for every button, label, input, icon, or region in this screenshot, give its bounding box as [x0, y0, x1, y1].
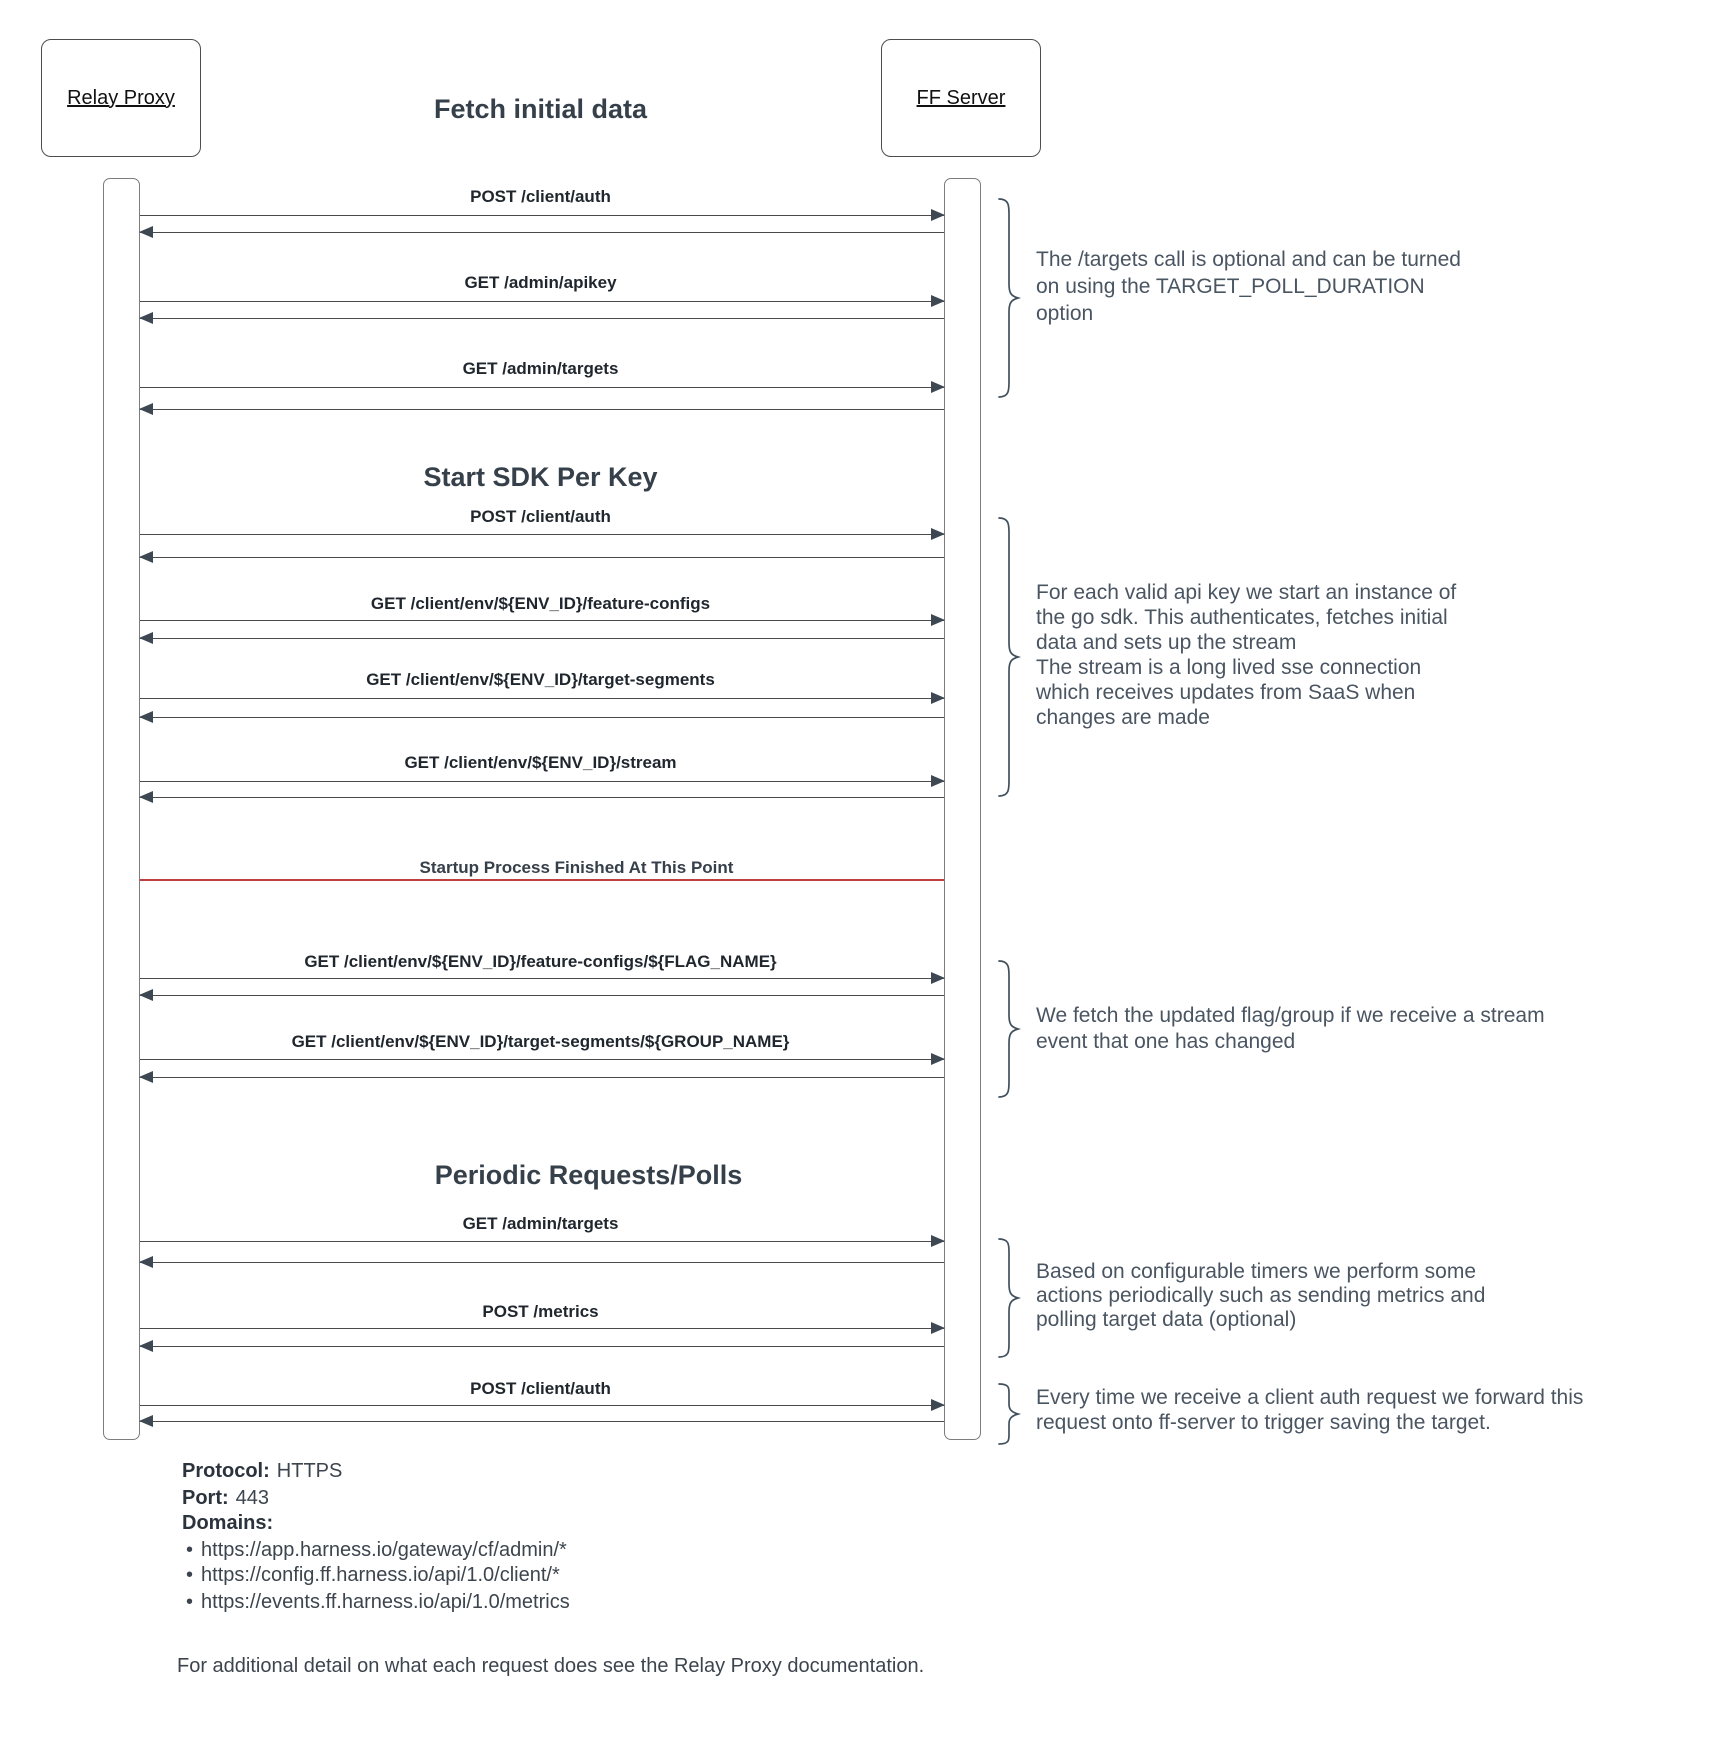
- footer-domain-item: [186, 1564, 560, 1587]
- response-arrow: [140, 995, 944, 996]
- startup-divider-label: Startup Process Finished At This Point: [419, 858, 734, 877]
- request-arrow: [140, 1405, 944, 1406]
- response-arrow: [140, 717, 944, 718]
- annotation-line: changes are made: [1036, 706, 1210, 729]
- response-arrow: [140, 232, 944, 233]
- lifeline-ff-server: [944, 178, 981, 1440]
- response-arrow: [140, 797, 944, 798]
- message-label: GET /client/env/${ENV_ID}/target-segments: [366, 670, 715, 689]
- message-label: POST /client/auth: [470, 187, 611, 206]
- request-arrow: [140, 1241, 944, 1242]
- message-label: GET /admin/apikey: [464, 273, 617, 292]
- response-arrow: [140, 1077, 944, 1078]
- footer-domain-item: [186, 1591, 570, 1614]
- footer-domain-url: https://app.harness.io/gateway/cf/admin/*: [201, 1539, 567, 1561]
- footer-domain-url: https://config.ff.harness.io/api/1.0/client/*: [201, 1564, 560, 1586]
- message-label: GET /client/env/${ENV_ID}/target-segments/${GROUP_NAME}: [291, 1032, 790, 1051]
- bullet-icon: •: [186, 1564, 194, 1586]
- request-arrow: [140, 215, 944, 216]
- message-label: GET /client/env/${ENV_ID}/feature-configs: [370, 594, 711, 613]
- footer-port: [182, 1487, 269, 1510]
- request-arrow: [140, 534, 944, 535]
- annotation-line: The /targets call is optional and can be turned: [1036, 248, 1461, 271]
- footer-port-value: 443: [235, 1487, 270, 1509]
- footer-domain-url: https://events.ff.harness.io/api/1.0/metrics: [201, 1591, 570, 1613]
- footer-port-label: Port:: [182, 1487, 229, 1509]
- diagram-title: Fetch initial data: [433, 94, 648, 124]
- message-label: GET /client/env/${ENV_ID}/feature-configs/${FLAG_NAME}: [304, 952, 777, 971]
- actor-label-relay-proxy: Relay Proxy: [67, 86, 175, 109]
- annotation-line: actions periodically such as sending metrics and: [1036, 1284, 1486, 1307]
- annotation-client-auth-forward: [1036, 1385, 1583, 1435]
- request-arrow: [140, 781, 944, 782]
- annotation-line: on using the TARGET_POLL_DURATION: [1036, 275, 1425, 298]
- annotation-line: request onto ff-server to trigger saving the target.: [1036, 1411, 1491, 1434]
- annotation-sdk-instances: [1036, 580, 1456, 730]
- bullet-icon: •: [186, 1539, 194, 1561]
- footer-protocol: [182, 1460, 342, 1483]
- request-arrow: [140, 301, 944, 302]
- response-arrow: [140, 409, 944, 410]
- response-arrow: [140, 638, 944, 639]
- annotation-line: event that one has changed: [1036, 1030, 1296, 1053]
- footer-domains-heading: [182, 1512, 280, 1535]
- response-arrow: [140, 557, 944, 558]
- message-label: GET /admin/targets: [462, 1214, 619, 1233]
- annotation-line: We fetch the updated flag/group if we receive a stream: [1036, 1004, 1545, 1027]
- curly-brace-icon: [996, 1383, 1022, 1445]
- annotation-line: the go sdk. This authenticates, fetches initial: [1036, 606, 1448, 629]
- annotation-line: polling target data (optional): [1036, 1308, 1297, 1331]
- request-arrow: [140, 387, 944, 388]
- curly-brace-icon: [996, 1238, 1022, 1358]
- annotation-targets-optional: [1036, 246, 1461, 327]
- message-label: GET /client/env/${ENV_ID}/stream: [404, 753, 677, 772]
- annotation-line: Every time we receive a client auth request we forward this: [1036, 1386, 1584, 1409]
- annotation-line: The stream is a long lived sse connection: [1036, 656, 1422, 679]
- annotation-line: option: [1036, 302, 1094, 325]
- curly-brace-icon: [996, 198, 1022, 398]
- annotation-stream-event-fetch: [1036, 1003, 1545, 1055]
- response-arrow: [140, 1262, 944, 1263]
- request-arrow: [140, 698, 944, 699]
- annotation-periodic-timers: [1036, 1260, 1485, 1332]
- curly-brace-icon: [996, 517, 1022, 797]
- response-arrow: [140, 1346, 944, 1347]
- footer-protocol-value: HTTPS: [276, 1460, 343, 1482]
- footer-protocol-label: Protocol:: [182, 1460, 270, 1482]
- actor-label-ff-server: FF Server: [916, 86, 1006, 109]
- message-label: POST /metrics: [482, 1302, 599, 1321]
- annotation-line: data and sets up the stream: [1036, 631, 1297, 654]
- response-arrow: [140, 318, 944, 319]
- response-arrow: [140, 1421, 944, 1422]
- annotation-line: Based on configurable timers we perform some: [1036, 1260, 1477, 1283]
- bullet-icon: •: [186, 1591, 194, 1613]
- message-label: POST /client/auth: [470, 507, 611, 526]
- request-arrow: [140, 1059, 944, 1060]
- message-label: POST /client/auth: [470, 1379, 611, 1398]
- footer-domains-label: Domains:: [182, 1512, 274, 1534]
- section-header-sdk: Start SDK Per Key: [423, 462, 658, 492]
- lifeline-relay-proxy: [103, 178, 140, 1440]
- request-arrow: [140, 1328, 944, 1329]
- footer-note: For additional detail on what each request does see the Relay Proxy documentation.: [177, 1655, 925, 1677]
- request-arrow: [140, 978, 944, 979]
- footer-domain-item: [186, 1539, 567, 1562]
- startup-divider-line: [140, 879, 944, 881]
- annotation-line: which receives updates from SaaS when: [1036, 681, 1416, 704]
- annotation-line: For each valid api key we start an instance of: [1036, 581, 1457, 604]
- section-header-periodic: Periodic Requests/Polls: [434, 1160, 743, 1190]
- message-label: GET /admin/targets: [462, 359, 619, 378]
- request-arrow: [140, 620, 944, 621]
- curly-brace-icon: [996, 960, 1022, 1098]
